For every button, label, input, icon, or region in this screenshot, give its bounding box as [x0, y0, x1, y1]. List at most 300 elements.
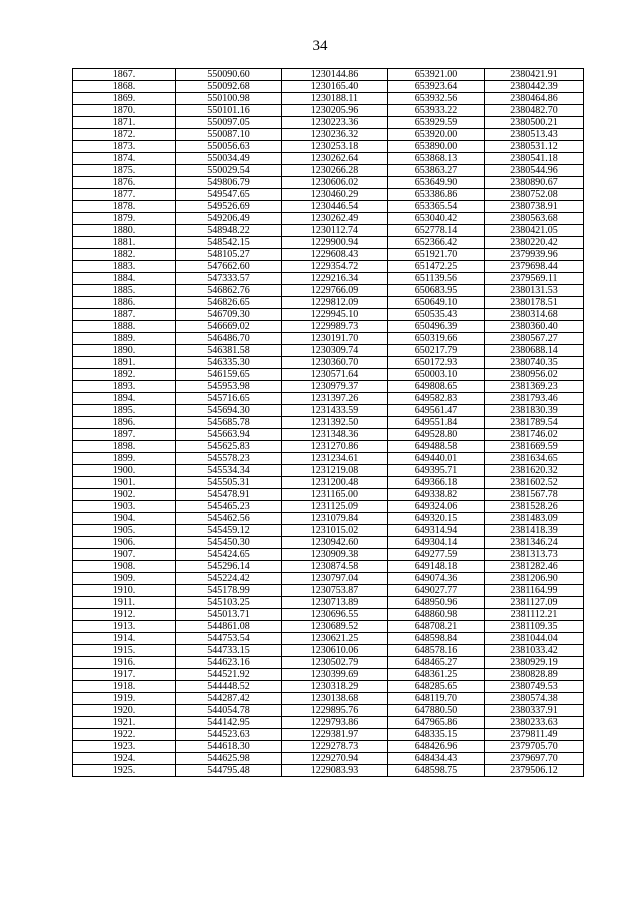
y1-coordinate-cell: 1229083.93 [282, 765, 388, 777]
y2-coordinate-cell: 2381669.59 [485, 441, 584, 453]
table-row [73, 309, 584, 321]
x1-coordinate-cell: 546486.70 [176, 333, 282, 345]
y1-coordinate-cell: 1230571.64 [282, 369, 388, 381]
x2-coordinate-cell: 649338.82 [388, 489, 485, 501]
y2-coordinate-cell: 2381634.65 [485, 453, 584, 465]
x1-coordinate-cell: 545625.83 [176, 441, 282, 453]
point-number-cell: 1870. [73, 105, 176, 117]
y2-coordinate-cell: 2380233.63 [485, 717, 584, 729]
y1-coordinate-cell: 1230399.69 [282, 669, 388, 681]
table-row [73, 69, 584, 81]
y2-coordinate-cell: 2381127.09 [485, 597, 584, 609]
y1-coordinate-cell: 1229278.73 [282, 741, 388, 753]
table-row [73, 321, 584, 333]
y2-coordinate-cell: 2380544.96 [485, 165, 584, 177]
page-number: 34 [312, 38, 328, 54]
x2-coordinate-cell: 649320.15 [388, 513, 485, 525]
y2-coordinate-cell: 2380828.89 [485, 669, 584, 681]
point-number-cell: 1911. [73, 597, 176, 609]
y1-coordinate-cell: 1231219.08 [282, 465, 388, 477]
y1-coordinate-cell: 1230874.58 [282, 561, 388, 573]
y1-coordinate-cell: 1230191.70 [282, 333, 388, 345]
y2-coordinate-cell: 2381044.04 [485, 633, 584, 645]
y2-coordinate-cell: 2380337.91 [485, 705, 584, 717]
y1-coordinate-cell: 1231125.09 [282, 501, 388, 513]
x1-coordinate-cell: 544523.63 [176, 729, 282, 741]
point-number-cell: 1918. [73, 681, 176, 693]
x2-coordinate-cell: 651139.56 [388, 273, 485, 285]
y2-coordinate-cell: 2381528.26 [485, 501, 584, 513]
y1-coordinate-cell: 1230753.87 [282, 585, 388, 597]
point-number-cell: 1896. [73, 417, 176, 429]
x1-coordinate-cell: 547662.60 [176, 261, 282, 273]
x2-coordinate-cell: 651921.70 [388, 249, 485, 261]
x2-coordinate-cell: 649304.14 [388, 537, 485, 549]
x2-coordinate-cell: 649277.59 [388, 549, 485, 561]
x1-coordinate-cell: 545450.30 [176, 537, 282, 549]
point-number-cell: 1906. [73, 537, 176, 549]
x2-coordinate-cell: 653920.00 [388, 129, 485, 141]
y2-coordinate-cell: 2380929.19 [485, 657, 584, 669]
x1-coordinate-cell: 544795.48 [176, 765, 282, 777]
point-number-cell: 1869. [73, 93, 176, 105]
point-number-cell: 1914. [73, 633, 176, 645]
y2-coordinate-cell: 2380131.53 [485, 285, 584, 297]
y2-coordinate-cell: 2381793.46 [485, 393, 584, 405]
x2-coordinate-cell: 653890.00 [388, 141, 485, 153]
x1-coordinate-cell: 549526.69 [176, 201, 282, 213]
y1-coordinate-cell: 1231433.59 [282, 405, 388, 417]
x1-coordinate-cell: 544521.92 [176, 669, 282, 681]
table-row [73, 645, 584, 657]
x2-coordinate-cell: 650649.10 [388, 297, 485, 309]
x2-coordinate-cell: 650172.93 [388, 357, 485, 369]
x1-coordinate-cell: 545505.31 [176, 477, 282, 489]
table-row [73, 165, 584, 177]
x2-coordinate-cell: 648285.65 [388, 681, 485, 693]
x1-coordinate-cell: 546826.65 [176, 297, 282, 309]
x1-coordinate-cell: 549806.79 [176, 177, 282, 189]
x1-coordinate-cell: 545459.12 [176, 525, 282, 537]
x1-coordinate-cell: 550100.98 [176, 93, 282, 105]
table-row [73, 249, 584, 261]
y1-coordinate-cell: 1229766.09 [282, 285, 388, 297]
table-row [73, 441, 584, 453]
x2-coordinate-cell: 650319.66 [388, 333, 485, 345]
table-row [73, 501, 584, 513]
y2-coordinate-cell: 2381418.39 [485, 525, 584, 537]
table-row [73, 741, 584, 753]
x2-coordinate-cell: 649528.80 [388, 429, 485, 441]
table-row [73, 765, 584, 777]
x1-coordinate-cell: 546709.30 [176, 309, 282, 321]
x1-coordinate-cell: 546159.65 [176, 369, 282, 381]
y1-coordinate-cell: 1230606.02 [282, 177, 388, 189]
table-row [73, 369, 584, 381]
y1-coordinate-cell: 1231015.02 [282, 525, 388, 537]
y1-coordinate-cell: 1229381.97 [282, 729, 388, 741]
x2-coordinate-cell: 649395.71 [388, 465, 485, 477]
y1-coordinate-cell: 1229895.76 [282, 705, 388, 717]
y2-coordinate-cell: 2380890.67 [485, 177, 584, 189]
point-number-cell: 1882. [73, 249, 176, 261]
y2-coordinate-cell: 2381746.02 [485, 429, 584, 441]
x2-coordinate-cell: 653365.54 [388, 201, 485, 213]
table-row [73, 585, 584, 597]
table-row [73, 621, 584, 633]
x1-coordinate-cell: 546381.58 [176, 345, 282, 357]
point-number-cell: 1904. [73, 513, 176, 525]
y1-coordinate-cell: 1230144.86 [282, 69, 388, 81]
x1-coordinate-cell: 544733.15 [176, 645, 282, 657]
x1-coordinate-cell: 546862.76 [176, 285, 282, 297]
point-number-cell: 1916. [73, 657, 176, 669]
point-number-cell: 1895. [73, 405, 176, 417]
y2-coordinate-cell: 2379697.70 [485, 753, 584, 765]
table-row [73, 213, 584, 225]
point-number-cell: 1908. [73, 561, 176, 573]
x1-coordinate-cell: 545716.65 [176, 393, 282, 405]
y2-coordinate-cell: 2381112.21 [485, 609, 584, 621]
x1-coordinate-cell: 545578.23 [176, 453, 282, 465]
point-number-cell: 1880. [73, 225, 176, 237]
x2-coordinate-cell: 653921.00 [388, 69, 485, 81]
y1-coordinate-cell: 1230713.89 [282, 597, 388, 609]
y2-coordinate-cell: 2379698.44 [485, 261, 584, 273]
table-row [73, 597, 584, 609]
y2-coordinate-cell: 2379705.70 [485, 741, 584, 753]
x1-coordinate-cell: 548948.22 [176, 225, 282, 237]
y2-coordinate-cell: 2380567.27 [485, 333, 584, 345]
y1-coordinate-cell: 1230236.32 [282, 129, 388, 141]
y1-coordinate-cell: 1230318.29 [282, 681, 388, 693]
x2-coordinate-cell: 649074.36 [388, 573, 485, 585]
y2-coordinate-cell: 2380738.91 [485, 201, 584, 213]
y2-coordinate-cell: 2381346.24 [485, 537, 584, 549]
x1-coordinate-cell: 544054.78 [176, 705, 282, 717]
x2-coordinate-cell: 649808.65 [388, 381, 485, 393]
y2-coordinate-cell: 2380464.86 [485, 93, 584, 105]
y2-coordinate-cell: 2381830.39 [485, 405, 584, 417]
table-row [73, 117, 584, 129]
x1-coordinate-cell: 544287.42 [176, 693, 282, 705]
x2-coordinate-cell: 648598.84 [388, 633, 485, 645]
y1-coordinate-cell: 1231270.86 [282, 441, 388, 453]
y2-coordinate-cell: 2380442.39 [485, 81, 584, 93]
x2-coordinate-cell: 653929.59 [388, 117, 485, 129]
x1-coordinate-cell: 549206.49 [176, 213, 282, 225]
y2-coordinate-cell: 2380314.68 [485, 309, 584, 321]
x2-coordinate-cell: 647965.86 [388, 717, 485, 729]
x1-coordinate-cell: 550101.16 [176, 105, 282, 117]
point-number-cell: 1901. [73, 477, 176, 489]
table-row [73, 561, 584, 573]
x1-coordinate-cell: 545178.99 [176, 585, 282, 597]
y1-coordinate-cell: 1230253.18 [282, 141, 388, 153]
y1-coordinate-cell: 1230696.55 [282, 609, 388, 621]
x2-coordinate-cell: 649366.18 [388, 477, 485, 489]
point-number-cell: 1917. [73, 669, 176, 681]
y1-coordinate-cell: 1231079.84 [282, 513, 388, 525]
point-number-cell: 1923. [73, 741, 176, 753]
x2-coordinate-cell: 648426.96 [388, 741, 485, 753]
y1-coordinate-cell: 1230446.54 [282, 201, 388, 213]
y2-coordinate-cell: 2381313.73 [485, 549, 584, 561]
point-number-cell: 1888. [73, 321, 176, 333]
y2-coordinate-cell: 2380482.70 [485, 105, 584, 117]
y2-coordinate-cell: 2381033.42 [485, 645, 584, 657]
x1-coordinate-cell: 548542.15 [176, 237, 282, 249]
table-row [73, 129, 584, 141]
y2-coordinate-cell: 2380541.18 [485, 153, 584, 165]
point-number-cell: 1876. [73, 177, 176, 189]
x2-coordinate-cell: 650003.10 [388, 369, 485, 381]
point-number-cell: 1889. [73, 333, 176, 345]
table-row [73, 729, 584, 741]
x1-coordinate-cell: 545478.91 [176, 489, 282, 501]
x2-coordinate-cell: 653863.27 [388, 165, 485, 177]
table-row [73, 393, 584, 405]
x1-coordinate-cell: 545462.56 [176, 513, 282, 525]
x2-coordinate-cell: 650683.95 [388, 285, 485, 297]
point-number-cell: 1915. [73, 645, 176, 657]
point-number-cell: 1872. [73, 129, 176, 141]
x1-coordinate-cell: 550029.54 [176, 165, 282, 177]
x2-coordinate-cell: 649488.58 [388, 441, 485, 453]
point-number-cell: 1878. [73, 201, 176, 213]
point-number-cell: 1868. [73, 81, 176, 93]
point-number-cell: 1873. [73, 141, 176, 153]
point-number-cell: 1903. [73, 501, 176, 513]
y2-coordinate-cell: 2380513.43 [485, 129, 584, 141]
table-row [73, 105, 584, 117]
point-number-cell: 1899. [73, 453, 176, 465]
point-number-cell: 1900. [73, 465, 176, 477]
y1-coordinate-cell: 1231392.50 [282, 417, 388, 429]
y1-coordinate-cell: 1231348.36 [282, 429, 388, 441]
table-row [73, 405, 584, 417]
y1-coordinate-cell: 1229608.43 [282, 249, 388, 261]
point-number-cell: 1890. [73, 345, 176, 357]
x2-coordinate-cell: 652778.14 [388, 225, 485, 237]
table-row [73, 153, 584, 165]
point-number-cell: 1922. [73, 729, 176, 741]
point-number-cell: 1897. [73, 429, 176, 441]
table-row [73, 429, 584, 441]
y2-coordinate-cell: 2380178.51 [485, 297, 584, 309]
y2-coordinate-cell: 2380531.12 [485, 141, 584, 153]
x1-coordinate-cell: 550092.68 [176, 81, 282, 93]
point-number-cell: 1910. [73, 585, 176, 597]
y1-coordinate-cell: 1229793.86 [282, 717, 388, 729]
y2-coordinate-cell: 2381164.99 [485, 585, 584, 597]
point-number-cell: 1924. [73, 753, 176, 765]
point-number-cell: 1892. [73, 369, 176, 381]
x2-coordinate-cell: 653649.90 [388, 177, 485, 189]
x2-coordinate-cell: 648598.75 [388, 765, 485, 777]
y1-coordinate-cell: 1231234.61 [282, 453, 388, 465]
table-row [73, 753, 584, 765]
x1-coordinate-cell: 544448.52 [176, 681, 282, 693]
x2-coordinate-cell: 650217.79 [388, 345, 485, 357]
table-row [73, 201, 584, 213]
table-row [73, 273, 584, 285]
x2-coordinate-cell: 653933.22 [388, 105, 485, 117]
y1-coordinate-cell: 1230621.25 [282, 633, 388, 645]
point-number-cell: 1874. [73, 153, 176, 165]
point-number-cell: 1919. [73, 693, 176, 705]
table-row [73, 453, 584, 465]
point-number-cell: 1881. [73, 237, 176, 249]
point-number-cell: 1871. [73, 117, 176, 129]
table-row [73, 681, 584, 693]
x1-coordinate-cell: 548105.27 [176, 249, 282, 261]
x1-coordinate-cell: 545694.30 [176, 405, 282, 417]
table-row [73, 297, 584, 309]
x2-coordinate-cell: 653923.64 [388, 81, 485, 93]
table-row [73, 465, 584, 477]
x1-coordinate-cell: 544142.95 [176, 717, 282, 729]
x1-coordinate-cell: 546335.30 [176, 357, 282, 369]
y2-coordinate-cell: 2380500.21 [485, 117, 584, 129]
table-row [73, 81, 584, 93]
x2-coordinate-cell: 649582.83 [388, 393, 485, 405]
x1-coordinate-cell: 550087.10 [176, 129, 282, 141]
y2-coordinate-cell: 2380421.05 [485, 225, 584, 237]
y2-coordinate-cell: 2380360.40 [485, 321, 584, 333]
x2-coordinate-cell: 649027.77 [388, 585, 485, 597]
x1-coordinate-cell: 544753.54 [176, 633, 282, 645]
x1-coordinate-cell: 545534.34 [176, 465, 282, 477]
y1-coordinate-cell: 1230262.49 [282, 213, 388, 225]
x2-coordinate-cell: 647880.50 [388, 705, 485, 717]
point-number-cell: 1921. [73, 717, 176, 729]
x1-coordinate-cell: 545224.42 [176, 573, 282, 585]
table-row [73, 189, 584, 201]
y2-coordinate-cell: 2380752.08 [485, 189, 584, 201]
y1-coordinate-cell: 1230360.70 [282, 357, 388, 369]
x2-coordinate-cell: 648860.98 [388, 609, 485, 621]
y1-coordinate-cell: 1231165.00 [282, 489, 388, 501]
table-row [73, 381, 584, 393]
table-row [73, 549, 584, 561]
table-row [73, 657, 584, 669]
y1-coordinate-cell: 1230502.79 [282, 657, 388, 669]
y2-coordinate-cell: 2380421.91 [485, 69, 584, 81]
y1-coordinate-cell: 1230460.29 [282, 189, 388, 201]
y2-coordinate-cell: 2379811.49 [485, 729, 584, 741]
point-number-cell: 1886. [73, 297, 176, 309]
table-row [73, 693, 584, 705]
x1-coordinate-cell: 544625.98 [176, 753, 282, 765]
table-row [73, 417, 584, 429]
table-row [73, 537, 584, 549]
point-number-cell: 1898. [73, 441, 176, 453]
x1-coordinate-cell: 545424.65 [176, 549, 282, 561]
x2-coordinate-cell: 649551.84 [388, 417, 485, 429]
y2-coordinate-cell: 2380749.53 [485, 681, 584, 693]
x2-coordinate-cell: 649440.01 [388, 453, 485, 465]
y1-coordinate-cell: 1230266.28 [282, 165, 388, 177]
y2-coordinate-cell: 2380688.14 [485, 345, 584, 357]
point-number-cell: 1913. [73, 621, 176, 633]
y2-coordinate-cell: 2380956.02 [485, 369, 584, 381]
table-row [73, 357, 584, 369]
point-number-cell: 1867. [73, 69, 176, 81]
point-number-cell: 1877. [73, 189, 176, 201]
table-row [73, 345, 584, 357]
y2-coordinate-cell: 2381483.09 [485, 513, 584, 525]
y2-coordinate-cell: 2379506.12 [485, 765, 584, 777]
point-number-cell: 1893. [73, 381, 176, 393]
x1-coordinate-cell: 545103.25 [176, 597, 282, 609]
x2-coordinate-cell: 649314.94 [388, 525, 485, 537]
table-row [73, 141, 584, 153]
table-row [73, 525, 584, 537]
x1-coordinate-cell: 544618.30 [176, 741, 282, 753]
x1-coordinate-cell: 545013.71 [176, 609, 282, 621]
table-row [73, 669, 584, 681]
x2-coordinate-cell: 648578.16 [388, 645, 485, 657]
point-number-cell: 1920. [73, 705, 176, 717]
y1-coordinate-cell: 1229989.73 [282, 321, 388, 333]
table-row [73, 705, 584, 717]
point-number-cell: 1894. [73, 393, 176, 405]
y2-coordinate-cell: 2381789.54 [485, 417, 584, 429]
y1-coordinate-cell: 1230165.40 [282, 81, 388, 93]
x2-coordinate-cell: 649561.47 [388, 405, 485, 417]
y1-coordinate-cell: 1230138.68 [282, 693, 388, 705]
y1-coordinate-cell: 1230909.38 [282, 549, 388, 561]
x2-coordinate-cell: 648465.27 [388, 657, 485, 669]
y1-coordinate-cell: 1230309.74 [282, 345, 388, 357]
x2-coordinate-cell: 648119.70 [388, 693, 485, 705]
x2-coordinate-cell: 650496.39 [388, 321, 485, 333]
y2-coordinate-cell: 2380740.35 [485, 357, 584, 369]
y2-coordinate-cell: 2381282.46 [485, 561, 584, 573]
point-number-cell: 1885. [73, 285, 176, 297]
table-row [73, 177, 584, 189]
point-number-cell: 1879. [73, 213, 176, 225]
point-number-cell: 1883. [73, 261, 176, 273]
table-row [73, 285, 584, 297]
table-row [73, 633, 584, 645]
point-number-cell: 1909. [73, 573, 176, 585]
x1-coordinate-cell: 547333.57 [176, 273, 282, 285]
x2-coordinate-cell: 649148.18 [388, 561, 485, 573]
y1-coordinate-cell: 1230205.96 [282, 105, 388, 117]
x1-coordinate-cell: 550034.49 [176, 153, 282, 165]
point-number-cell: 1884. [73, 273, 176, 285]
table-row [73, 225, 584, 237]
y2-coordinate-cell: 2381369.23 [485, 381, 584, 393]
x1-coordinate-cell: 550090.60 [176, 69, 282, 81]
x1-coordinate-cell: 544861.08 [176, 621, 282, 633]
point-number-cell: 1875. [73, 165, 176, 177]
table-row [73, 573, 584, 585]
y1-coordinate-cell: 1231200.48 [282, 477, 388, 489]
point-number-cell: 1887. [73, 309, 176, 321]
point-number-cell: 1905. [73, 525, 176, 537]
y1-coordinate-cell: 1229354.72 [282, 261, 388, 273]
y1-coordinate-cell: 1230188.11 [282, 93, 388, 105]
table-row [73, 237, 584, 249]
y1-coordinate-cell: 1230689.52 [282, 621, 388, 633]
point-number-cell: 1891. [73, 357, 176, 369]
x2-coordinate-cell: 653868.13 [388, 153, 485, 165]
x2-coordinate-cell: 648335.15 [388, 729, 485, 741]
x1-coordinate-cell: 545685.78 [176, 417, 282, 429]
